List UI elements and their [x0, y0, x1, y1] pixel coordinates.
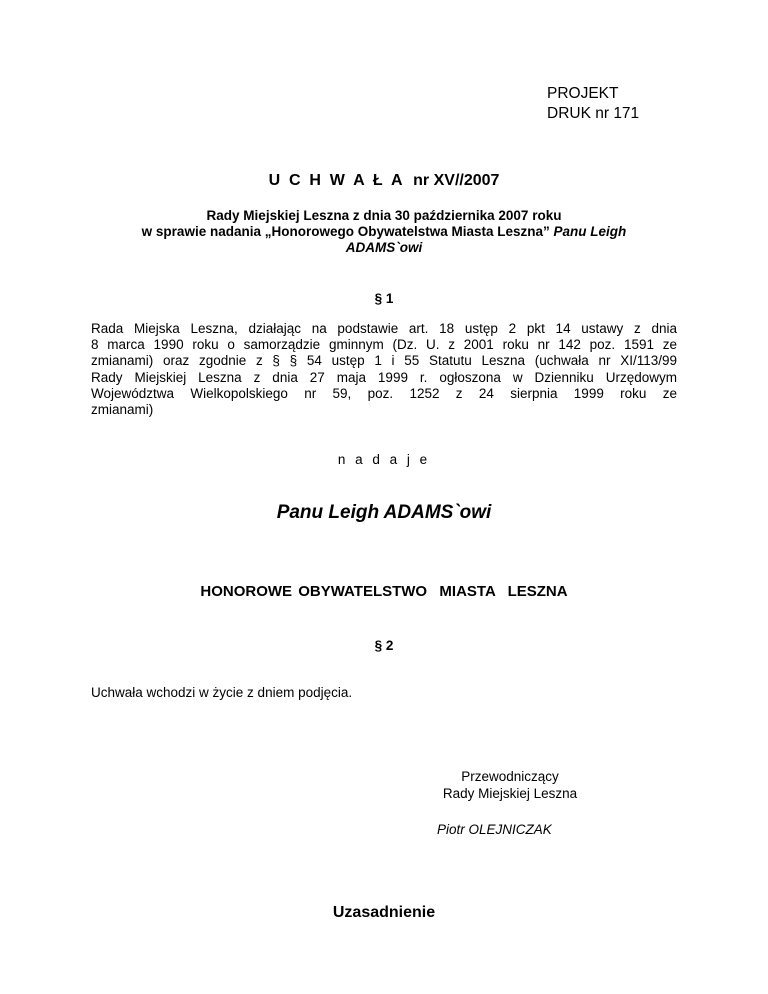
honorary-title: HONOROWE OBYWATELSTWO MIASTA LESZNA — [200, 583, 568, 600]
document-subtitle — [90, 208, 678, 256]
section-1-line: Województwa Wielkopolskiego nr 59, poz. 1252 z 24 sierpnia 1999 roku ze — [91, 385, 677, 401]
subtitle-line-3 — [90, 240, 678, 256]
signature-block — [420, 768, 600, 802]
section-1-line: Rada Miejska Leszna, działając na podstawie art. 18 ustęp 2 pkt 14 ustawy z dnia — [91, 321, 677, 336]
subtitle-line-2-italic: Panu Leigh — [553, 224, 627, 239]
subtitle-line-3-italic: ADAMS`owi — [345, 240, 423, 255]
signature-body: Rady Miejskiej Leszna — [442, 786, 578, 801]
document-header — [547, 84, 639, 124]
document-title — [0, 171, 768, 191]
recipient-name: Panu Leigh ADAMS`owi — [276, 502, 492, 523]
section-2-heading: § 2 — [374, 638, 394, 653]
section-1-line: zmianami) — [91, 402, 154, 418]
section-1-line: zmianami) oraz zgodnie z § § 54 ustęp 1 i 55 Statutu Leszna (uchwała nr XI/113/99 — [91, 353, 677, 369]
title-number: nr XV//2007 — [413, 172, 500, 189]
uzasadnienie-heading: Uzasadnienie — [332, 904, 436, 921]
title-uchwala: U C H W A Ł A — [268, 172, 405, 189]
signer-name: Piotr OLEJNICZAK — [437, 822, 552, 837]
section-1-line: 8 marca 1990 roku o samorządzie gminnym (Dz. U. z 2001 roku nr 142 poz. 1591 ze — [91, 337, 677, 353]
druk-number: DRUK nr 171 — [547, 105, 640, 122]
projekt-label: PROJEKT — [547, 85, 619, 102]
nadaje-text: n a d a j e — [337, 452, 431, 467]
section-1-line: Rady Miejskiej Leszna z dnia 27 maja 1999 r. ogłoszona w Dzienniku Urzędowym — [91, 369, 677, 385]
section-2-body: Uchwała wchodzi w życie z dniem podjęcia. — [91, 685, 353, 700]
subtitle-line-2 — [90, 224, 678, 240]
section-1-body — [91, 321, 677, 418]
section-1-heading: § 1 — [374, 291, 394, 306]
subtitle-line-1: Rady Miejskiej Leszna z dnia 30 października 2007 roku — [206, 208, 562, 223]
signature-role: Przewodniczący — [461, 769, 559, 784]
subtitle-line-2-text: w sprawie nadania „Honorowego Obywatelstwa Miasta Leszna” — [141, 224, 550, 239]
